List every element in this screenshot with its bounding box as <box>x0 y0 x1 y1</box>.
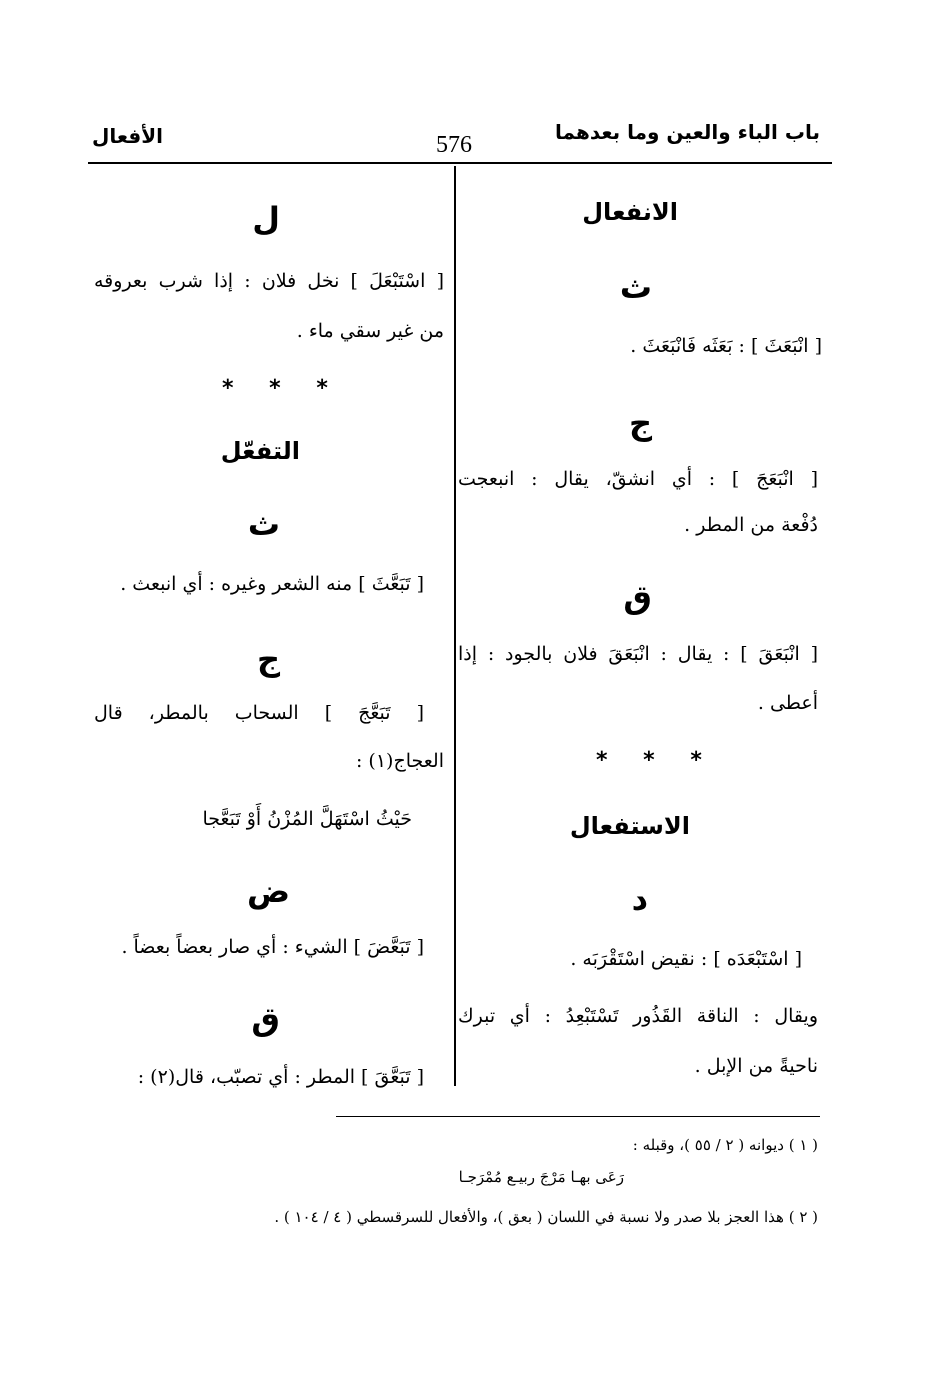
entry-inbaaqa-line2: أعطى . <box>757 692 818 714</box>
entry-tastabid-line1: ويقال : الناقة القَذُور تَسْتَبْعِدُ : أي تبرك <box>458 1005 818 1027</box>
entry-inbaaqa-line1: [ انْبَعَقَ ] : يقال : انْبَعَقَ فلان بالجود : إذا <box>458 643 818 665</box>
entry-istabaadahu: [ اسْتَبْعَدَه ] : نقيض اسْتَقْرَبَه . <box>570 948 802 970</box>
header-section-title: الأفعال <box>92 124 163 148</box>
header-rule <box>88 162 832 164</box>
entry-istabala-line1: [ اسْتَبْعَلَ ] نخل فلان : إذا شرب بعروقه <box>94 270 444 292</box>
section-separator-stars: * * * <box>596 748 716 773</box>
section-heading-tafaul: التفعّل <box>220 437 300 465</box>
letter-heading-jim: ج <box>628 404 652 442</box>
page-number: 576 <box>436 132 472 158</box>
footnote-rule <box>336 1116 820 1117</box>
letter-heading-tha: ث <box>247 505 280 543</box>
poetry-verse: حَيْثُ اسْتَهَلَّ المُزْنُ أَوْ تَبَعَّجا <box>202 808 412 830</box>
letter-heading-qaf: ق <box>251 1000 280 1038</box>
entry-istabala-line2: من غير سقي ماء . <box>296 320 444 342</box>
entry-inbaatha: [ انْبَعَثَ ] : بَعَثَه فَانْبَعَثَ . <box>630 335 822 357</box>
entry-inbaaja-line2: دُفْعة من المطر . <box>684 514 818 536</box>
entry-inbaaja-line1: [ انْبَعَجَ ] : أي انشقّ، يقال : انبعجت <box>458 468 818 490</box>
header-chapter-title: باب الباء والعين وما بعدهما <box>555 120 820 144</box>
entry-tabaada: [ تَبَعَّضَ ] الشيء : أي صار بعضاً بعضاً . <box>121 936 424 958</box>
section-separator-stars: * * * <box>222 376 342 401</box>
footnote-1: ( ١ ) ديوانه ( ٢ / ٥٥ )، وقبله : <box>632 1136 818 1154</box>
entry-tabaaja-line1: [ تَبَعَّجَ ] السحاب بالمطر، قال <box>94 702 424 724</box>
entry-tabaaqa: [ تَبَعَّقَ ] المطر : أي تصبّب، قال(٢) : <box>137 1066 424 1088</box>
letter-heading-qaf: ق <box>623 578 652 616</box>
letter-heading-tha: ث <box>619 268 652 306</box>
entry-tabaaja-line2: العجاج(١) : <box>355 750 444 772</box>
letter-heading-dad: ض <box>246 872 290 910</box>
letter-heading-lam: ل <box>252 200 280 238</box>
footnote-2: ( ٢ ) هذا العجز بلا صدر ولا نسبة في اللسان ( بعق )، والأفعال للسرقسطي ( ٤ / ١٠٤ ) . <box>274 1208 818 1226</box>
letter-heading-jim: ج <box>256 640 280 678</box>
letter-heading-dal: د <box>631 880 648 918</box>
entry-tastabid-line2: ناحيةً من الإبل . <box>694 1055 818 1077</box>
section-heading-istifaal: الاستفعال <box>569 812 690 840</box>
footnote-1-verse: رَعَى بهـا مَرْجَ ربيـع مُمْرَجـا <box>458 1168 624 1186</box>
column-divider <box>454 166 456 1086</box>
entry-tabaatha: [ تَبَعَّثَ ] منه الشعر وغيره : أي انبعث . <box>120 573 424 595</box>
section-heading-infiaal: الانفعال <box>582 198 678 226</box>
